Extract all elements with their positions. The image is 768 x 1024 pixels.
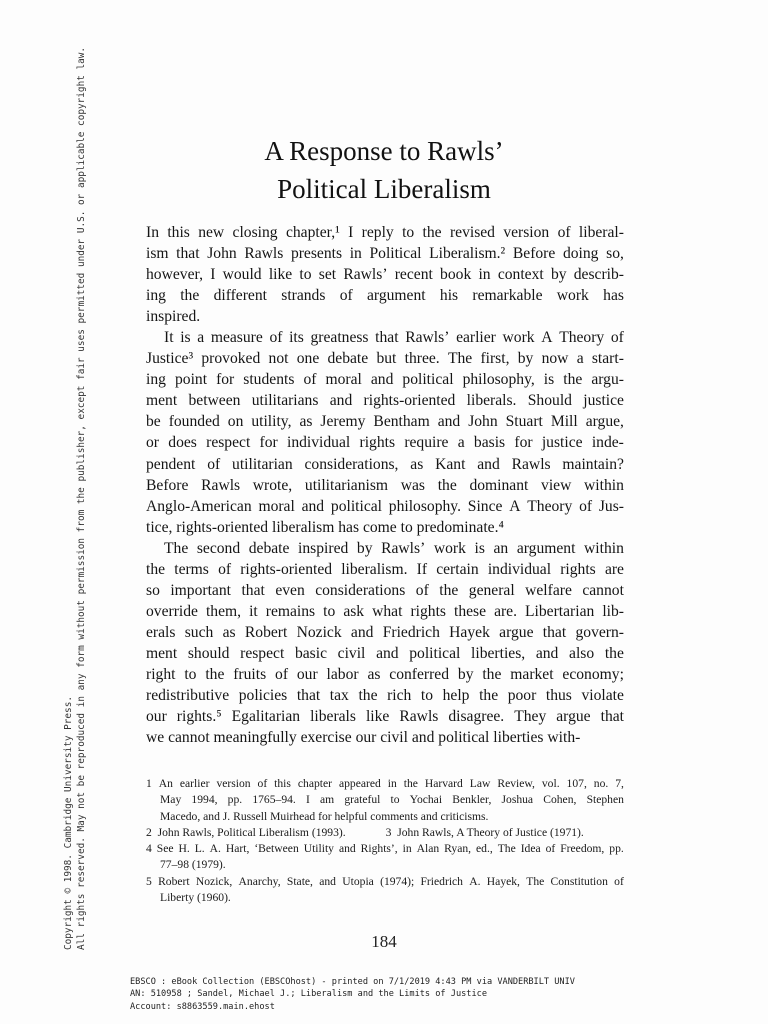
text-line: ing the different strands of argument his remarkable work has xyxy=(146,287,624,305)
text-line: tice, rights-oriented liberalism has come to predominate.⁴ xyxy=(146,518,504,536)
footnote-5 xyxy=(146,874,624,907)
footnotes-2-3 xyxy=(146,825,624,841)
text-line: pendent of utilitarian considerations, as Kant and Rawls maintain? xyxy=(146,455,624,473)
footnote-line: May 1994, pp. 1765–94. I am grateful to Yochai Benkler, Joshua Cohen, Stephen xyxy=(160,793,624,807)
footnote-line: 5 Robert Nozick, Anarchy, State, and Utopia (1974); Friedrich A. Hayek, The Constitution of xyxy=(146,874,624,888)
footnote-3: 3 John Rawls, A Theory of Justice (1971). xyxy=(385,825,584,839)
footer-line: AN: 510958 ; Sandel, Michael J.; Liberalism and the Limits of Justice xyxy=(130,989,487,1000)
footnote-line: Liberty (1960). xyxy=(160,891,231,905)
text-line: or does respect for individual rights require a basis for justice inde- xyxy=(146,434,624,452)
text-line: override them, it remains to ask what rights these are. Libertarian lib- xyxy=(146,602,624,620)
text-line: ment between utilitarians and rights-oriented liberals. Should justice xyxy=(146,392,624,410)
footnote-line: 4 See H. L. A. Hart, ‘Between Utility and Rights’, in Alan Ryan, ed., The Idea of Freedom, pp. xyxy=(146,842,624,856)
text-line: Justice³ provoked not one debate but three. The first, by now a start- xyxy=(146,350,624,368)
footnote-line: Macedo, and J. Russell Muirhead for helpful comments and criticisms. xyxy=(160,809,489,823)
footnote-line: 77–98 (1979). xyxy=(160,858,226,872)
text-line: our rights.⁵ Egalitarian liberals like Rawls disagree. They argue that xyxy=(146,708,624,726)
text-line: ism that John Rawls presents in Political Liberalism.² Before doing so, xyxy=(146,245,624,263)
copyright-line: Copyright © 1998. Cambridge University Press. xyxy=(63,696,74,950)
rights-line: All rights reserved. May not be reproduced in any form without permission from the publisher, except fair uses permitted under U.S. or applicable copyright law. xyxy=(76,46,87,950)
text-line: be founded on utility, as Jeremy Bentham and John Stuart Mill argue, xyxy=(146,413,624,431)
paragraph-1 xyxy=(146,222,624,327)
text-line: inspired. xyxy=(146,308,201,326)
text-line: redistributive policies that tax the rich to help the poor thus violate xyxy=(146,687,624,705)
text-line: Anglo-American moral and political philosophy. Since A Theory of Jus- xyxy=(146,497,624,515)
text-line: erals such as Robert Nozick and Friedrich Hayek argue that govern- xyxy=(146,623,624,641)
text-line: right to the fruits of our labor as conferred by the market economy; xyxy=(146,665,624,683)
text-line: the terms of rights-oriented liberalism. If certain individual rights are xyxy=(146,560,624,578)
title-line-2: Political Liberalism xyxy=(277,174,491,204)
footnote-2: 2 John Rawls, Political Liberalism (1993). xyxy=(146,825,346,839)
text-line: ment should respect basic civil and political liberties, and also the xyxy=(146,644,624,662)
footnotes xyxy=(146,776,624,906)
text-line: however, I would like to set Rawls’ recent book in context by describ- xyxy=(146,266,624,284)
text-line: we cannot meaningfully exercise our civil and political liberties with- xyxy=(146,729,581,747)
footer-line: Account: s8863559.main.ehost xyxy=(130,1001,275,1012)
text-line: The second debate inspired by Rawls’ work is an argument within xyxy=(164,539,624,557)
copyright-notice xyxy=(62,46,88,950)
text-line: Before Rawls wrote, utilitarianism was the dominant view within xyxy=(146,476,624,494)
title-line-1: A Response to Rawls’ xyxy=(264,136,504,166)
paragraph-2 xyxy=(146,327,624,537)
text-line: It is a measure of its greatness that Rawls’ earlier work A Theory of xyxy=(164,329,624,347)
footnote-1 xyxy=(146,776,624,825)
footnote-4 xyxy=(146,841,624,874)
chapter-title xyxy=(146,132,622,208)
footer-line: EBSCO : eBook Collection (EBSCOhost) - printed on 7/1/2019 4:43 PM via VANDERBILT UNIV xyxy=(130,977,575,987)
text-line: In this new closing chapter,¹ I reply to the revised version of liberal- xyxy=(146,224,624,241)
paragraph-3 xyxy=(146,538,624,748)
body-text xyxy=(146,222,624,748)
page-number: 184 xyxy=(371,932,397,951)
text-line: so important that even considerations of the general welfare cannot xyxy=(146,581,624,599)
footnote-line: 1 An earlier version of this chapter appeared in the Harvard Law Review, vol. 107, no. 7, xyxy=(146,777,624,790)
text-line: ing point for students of moral and political philosophy, is the argu- xyxy=(146,371,624,389)
ebsco-footer xyxy=(130,976,575,1013)
